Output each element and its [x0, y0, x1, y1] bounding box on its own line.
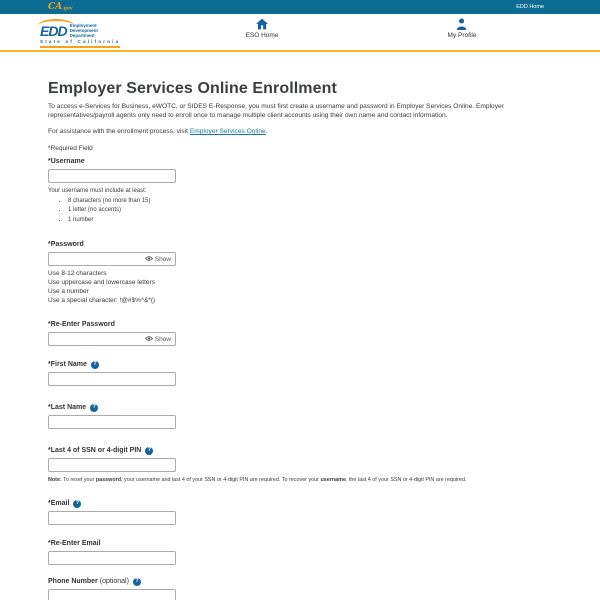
- nav-my-profile-label: My Profile: [447, 32, 477, 39]
- home-icon: [256, 18, 269, 30]
- nav-eso-home-label: ESO Home: [245, 32, 279, 39]
- ca-gov-logo[interactable]: [48, 3, 73, 12]
- last-name-field-group: [48, 403, 176, 429]
- nav-my-profile[interactable]: [448, 18, 477, 39]
- site-header: [0, 14, 600, 52]
- ssn-pin-field-group: [48, 446, 466, 483]
- username-rule: • 1 number: [68, 217, 176, 223]
- reenter-email-field-group: [48, 539, 176, 565]
- edd-logo[interactable]: [40, 19, 120, 48]
- phone-help-icon[interactable]: ?: [133, 578, 141, 586]
- last-name-input[interactable]: [48, 415, 176, 429]
- ssn-pin-note: Note: To reset your password, your username and last 4 of your SSN or 4-digit PIN are required. To recover your username, the last 4 of your SSN or 4-digit PIN are required.: [48, 477, 467, 483]
- utility-bar: [0, 0, 600, 14]
- username-input[interactable]: [48, 169, 176, 183]
- ca-gov-suffix: .gov: [62, 6, 73, 11]
- email-label: *Email: [48, 500, 70, 507]
- reenter-password-input[interactable]: [49, 336, 143, 343]
- password-label: *Password: [48, 241, 84, 248]
- assistance-paragraph: For assistance with the enrollment process, visit Employer Services Online.: [48, 128, 268, 135]
- password-show-button[interactable]: Show: [143, 256, 175, 263]
- password-input[interactable]: [49, 256, 143, 263]
- edd-logo-department-text: Employment Development Department: [69, 23, 98, 38]
- phone-field-group: [48, 577, 176, 600]
- edd-home-link[interactable]: EDD Home: [516, 4, 544, 10]
- employer-services-online-link[interactable]: Employer Services Online: [189, 128, 266, 135]
- reenter-email-label: *Re-Enter Email: [48, 540, 101, 547]
- password-input-wrap: [48, 252, 176, 266]
- reenter-password-label: *Re-Enter Password: [48, 321, 115, 328]
- phone-input[interactable]: [48, 589, 176, 600]
- last-name-help-icon[interactable]: ?: [90, 404, 98, 412]
- first-name-field-group: [48, 360, 176, 386]
- password-rules: Use 8-12 characters Use uppercase and lowercase letters Use a number Use a special character: !@#$%^&*(): [48, 270, 156, 304]
- first-name-input[interactable]: [48, 372, 176, 386]
- username-rule: • 1 letter (no accents): [68, 207, 176, 213]
- username-rules-list: [48, 198, 176, 223]
- reenter-email-input[interactable]: [48, 551, 176, 565]
- required-field-note: *Required Field: [48, 145, 93, 152]
- first-name-label: *First Name: [48, 361, 87, 368]
- intro-paragraph: To access e-Services for Business, eWOTC, or SIDES E-Response, you must first create a username and password in Employer Services Online. Employer representatives/payroll agents only need to enroll once to manage multiple client accounts using their own name and contact information.: [48, 103, 504, 119]
- username-field-group: [48, 157, 176, 223]
- edd-logo-tagline: State of California: [40, 39, 120, 48]
- reenter-password-show-button[interactable]: Show: [143, 336, 175, 343]
- eye-icon: [145, 336, 153, 343]
- email-field-group: [48, 499, 176, 525]
- ca-gov-logo-text: CA: [48, 1, 63, 12]
- last-name-label: *Last Name: [48, 404, 87, 411]
- email-input[interactable]: [48, 511, 176, 525]
- page-title: Employer Services Online Enrollment: [48, 80, 337, 97]
- reenter-password-field-group: [48, 320, 176, 346]
- nav-eso-home[interactable]: [246, 18, 279, 39]
- eye-icon: [145, 256, 153, 263]
- password-field-group: [48, 240, 176, 305]
- edd-logo-text: EDD: [40, 23, 67, 39]
- ssn-pin-help-icon[interactable]: ?: [145, 447, 153, 455]
- first-name-help-icon[interactable]: ?: [91, 361, 99, 369]
- phone-label: Phone Number (optional): [48, 578, 129, 585]
- edd-logo-arc: [38, 19, 74, 26]
- email-help-icon[interactable]: ?: [73, 500, 81, 508]
- reenter-password-input-wrap: [48, 332, 176, 346]
- ssn-pin-label: *Last 4 of SSN or 4-digit PIN: [48, 447, 142, 454]
- username-hint-title: Your username must include at least:: [48, 188, 147, 194]
- ssn-pin-input[interactable]: [48, 458, 176, 472]
- user-icon: [456, 18, 468, 30]
- username-label: *Username: [48, 158, 85, 165]
- username-rule: • 8 characters (no more than 15): [68, 198, 176, 204]
